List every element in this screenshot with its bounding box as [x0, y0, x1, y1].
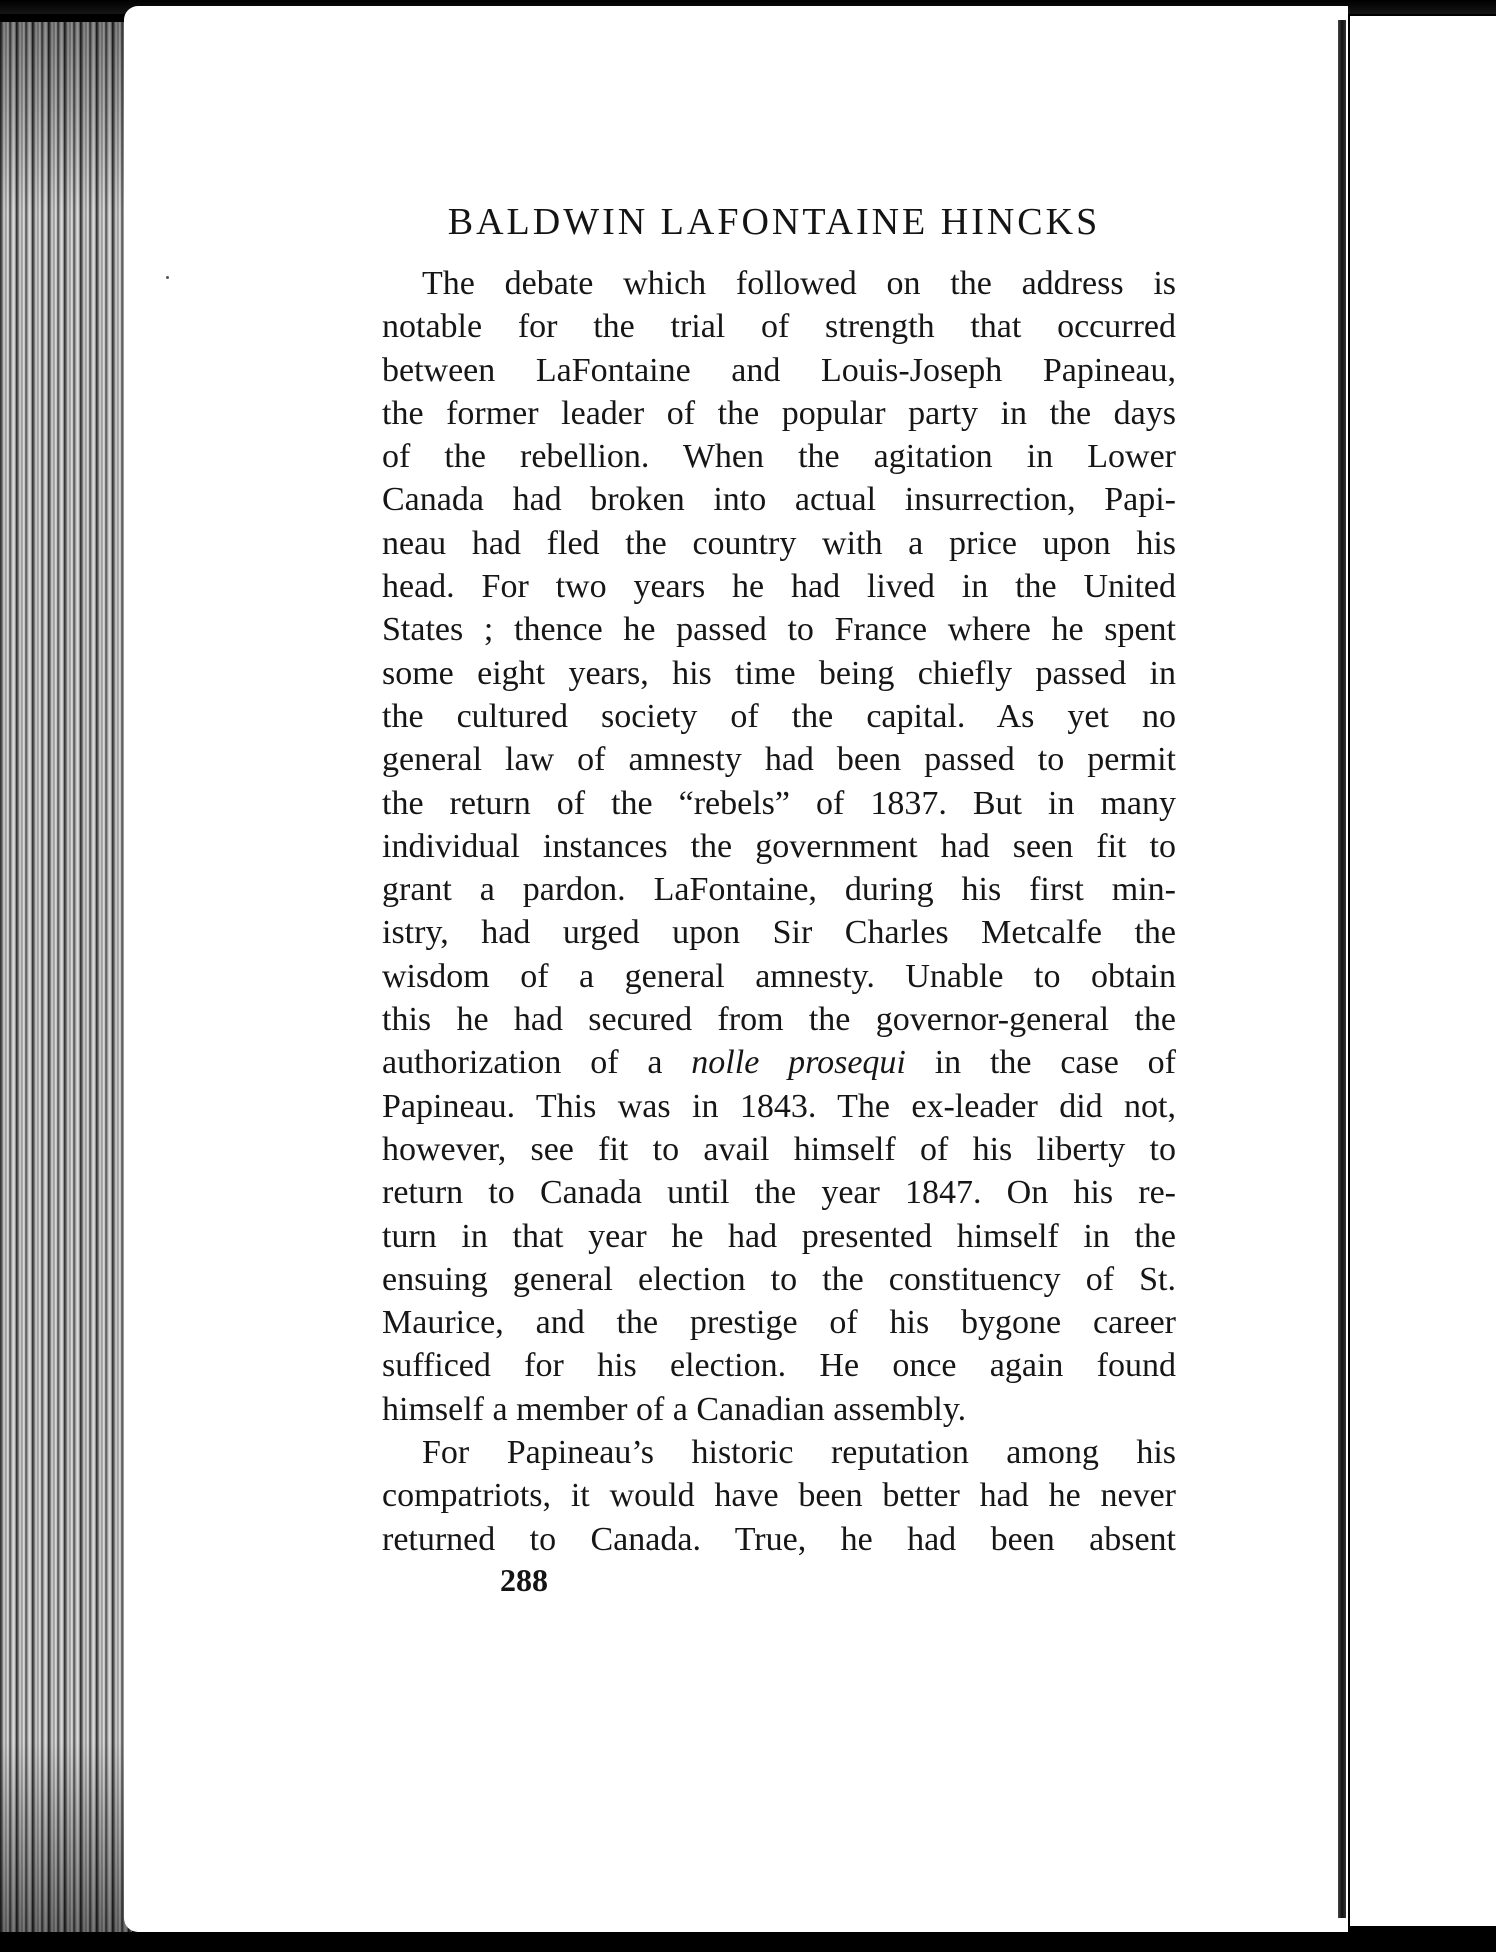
text-line: return to Canada until the year 1847. On his re-	[382, 1174, 1176, 1212]
text-line: The debate which followed on the address is	[422, 265, 1176, 302]
text-line: wisdom of a general amnesty. Unable to obtain	[382, 957, 1176, 995]
text-line: grant a pardon. LaFontaine, during his first min-	[382, 871, 1176, 909]
text-line: Maurice, and the prestige of his bygone career	[382, 1304, 1176, 1342]
text-line: neau had fled the country with a price upon his	[382, 524, 1176, 562]
scan-speck	[166, 276, 169, 279]
text-line: the return of the “rebels” of 1837. But in many	[382, 784, 1176, 822]
text-line: individual instances the government had seen fit to	[382, 827, 1176, 865]
text-line: sufficed for his election. He once again found	[382, 1347, 1176, 1385]
text-line: returned to Canada. True, he had been absent	[382, 1520, 1176, 1558]
text-line: general law of amnesty had been passed to permit	[382, 741, 1176, 779]
book-gutter	[1338, 20, 1346, 1918]
page-number: 288	[500, 1562, 548, 1598]
text-line: this he had secured from the governor-general the	[382, 1001, 1176, 1039]
text-line: For Papineau’s historic reputation among his	[422, 1434, 1176, 1472]
text-line: himself a member of a Canadian assembly.	[382, 1390, 967, 1428]
text-line: Canada had broken into actual insurrection, Papi-	[382, 481, 1176, 519]
italic-term: nolle prosequi	[691, 1044, 906, 1082]
text-line: istry, had urged upon Sir Charles Metcalfe the	[382, 914, 1176, 952]
text-line: notable for the trial of strength that occurred	[382, 308, 1176, 346]
text-line: the former leader of the popular party in the days	[382, 394, 1176, 432]
facing-page	[1350, 16, 1496, 1926]
text-line: between LaFontaine and Louis-Joseph Papineau,	[382, 351, 1176, 389]
paragraph-1	[382, 262, 1176, 1431]
text-line: turn in that year he had presented himself in the	[382, 1217, 1176, 1255]
text-line: compatriots, it would have been better had he never	[382, 1477, 1176, 1515]
text-line: however, see fit to avail himself of his liberty to	[382, 1130, 1176, 1168]
text-line: ensuing general election to the constituency of St.	[382, 1260, 1176, 1298]
book-page-edges	[0, 22, 132, 1932]
text-line: authorization of a nolle prosequi in the case of	[382, 1044, 1176, 1082]
text-line: of the rebellion. When the agitation in Lower	[382, 438, 1176, 476]
text-line: some eight years, his time being chiefly passed in	[382, 654, 1176, 692]
text-line: the cultured society of the capital. As yet no	[382, 697, 1176, 735]
paragraph-2	[382, 1431, 1176, 1561]
text-line: States ; thence he passed to France where he spent	[382, 611, 1176, 649]
running-head: BALDWIN LAFONTAINE HINCKS	[447, 201, 1101, 243]
text-line: head. For two years he had lived in the United	[382, 568, 1176, 606]
text-line: Papineau. This was in 1843. The ex-leader did not,	[382, 1087, 1176, 1125]
body-text	[382, 262, 1176, 1561]
